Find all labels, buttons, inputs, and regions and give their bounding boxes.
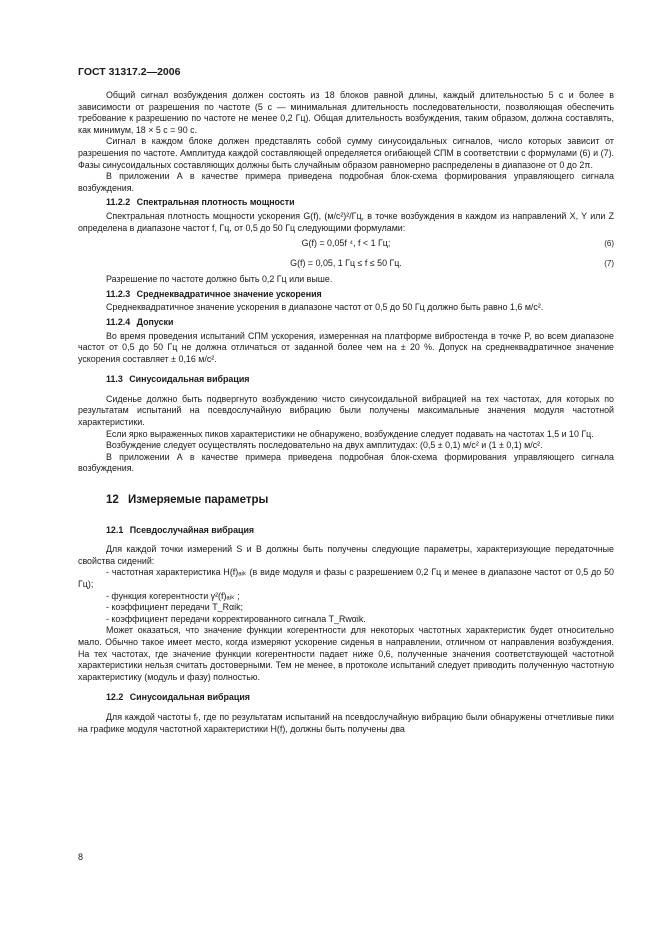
paragraph: В приложении А в качестве примера приведена подробная блок-схема формирования управляющего сигнала возбуждения. — [78, 451, 614, 474]
paragraph: Для каждой частоты fᵣ, где по результатам испытаний на псевдослучайную вибрацию были обнаружены отчетливые пики на графике модуля частотной характеристики H(f), должны быть получены два — [78, 711, 614, 734]
subsection-heading-12-2 — [78, 692, 614, 704]
list-item: - коэффициент передачи T_Rαik; — [106, 602, 243, 613]
formula-6 — [78, 234, 614, 254]
subsection-number: 12.1 — [106, 524, 124, 535]
formula-number: (7) — [604, 259, 614, 269]
section-number: 12 — [106, 494, 119, 507]
list-item: - функция когерентности γ²(f)ₐᵢₖ ; — [106, 590, 240, 601]
subsection-heading-12-1 — [78, 525, 614, 537]
paragraph: Может оказаться, что значение функции когерентности для некоторых частотных характеристик будет относительно мало. Обычно такое имеет место, когда измеряют ускорение сиденья в направлении, отличном от направления возбуждения. На тех частотах, где значение функции когерентности падает ниже 0,6, полученные значения соответствующей частотной характеристики нельзя считать достоверными. Тем не менее, в протоколе испытаний следует приводить полученную частотную характеристику (модуль и фазу) полностью. — [78, 625, 614, 682]
document-body — [78, 90, 614, 735]
formula-number: (6) — [604, 239, 614, 249]
subsection-title: Среднеквадратичное значение ускорения — [136, 288, 322, 299]
formula-expression: G(f) = 0,05, 1 Гц ≤ f ≤ 50 Гц. — [290, 258, 402, 269]
subsection-title: Синусоидальная вибрация — [129, 374, 250, 385]
formula-expression: G(f) = 0,05f ⁴, f < 1 Гц; — [301, 238, 391, 249]
subsection-heading-11-3 — [78, 374, 614, 386]
subsection-heading-11-2-3 — [78, 289, 614, 301]
subsection-title: Синусоидальная вибрация — [129, 692, 250, 703]
subsection-number: 11.2.4 — [106, 316, 131, 327]
list-item: - частотная характеристика H(f)ₐᵢₖ (в виде модуля и фазы с разрешением 0,2 Гц и менее в диапазоне частот от 0,5 до 50 Гц); — [78, 567, 614, 589]
formula-7 — [78, 254, 614, 274]
subsection-number: 11.2.2 — [106, 197, 131, 208]
list-item: - коэффициент передачи корректированного сигнала T_Rwαik. — [106, 613, 366, 624]
subsection-number: 11.3 — [106, 374, 123, 385]
paragraph: Общий сигнал возбуждения должен состоять из 18 блоков равной длины, каждый длительностью 5 с и более в зависимости от разрешения по частоте (5 с — минимальная длительность последовательности, позволяющая обеспечить требование к разрешению по частоте не менее 0,2 Гц). Общая длительность возбуждения, таким образом, должна составлять, как минимум, 18 × 5 с = 90 с. — [78, 90, 614, 135]
paragraph: Сиденье должно быть подвергнуто возбуждению чисто синусоидальной вибрацией на тех частотах, для которых по результатам испытаний на псевдослучайную вибрацию были получены максимальные значения модуля частотной характеристики. — [78, 393, 614, 428]
subsection-title: Допуски — [136, 316, 174, 327]
section-title: Измеряемые параметры — [128, 494, 269, 507]
paragraph: Среднеквадратичное значение ускорения в диапазоне частот от 0,5 до 50 Гц должно быть равно 1,6 м/с². — [106, 302, 544, 313]
paragraph: Для каждой точки измерений S и B должны быть получены следующие параметры, характеризующие передаточные свойства сидений: — [78, 544, 614, 566]
subsection-number: 11.2.3 — [106, 288, 131, 299]
paragraph: Во время проведения испытаний СПМ ускорения, измеренная на платформе вибростенда в точке P, во всем диапазоне частот от 0,5 до 50 Гц не должна отличаться от заданной более чем на ± 20 %. Допуск на среднеквадратичное значение ускорения составляет ± 0,16 м/с². — [78, 330, 614, 364]
subsection-title: Псевдослучайная вибрация — [129, 524, 255, 535]
paragraph: Спектральная плотность мощности ускорения G(f), (м/с²)²/Гц, в точке возбуждения в каждом из направлений X, Y или Z определена в диапазоне частот f, Гц, от 0,5 до 50 Гц следующими формулами: — [78, 210, 614, 233]
subsection-title: Спектральная плотность мощности — [136, 197, 295, 208]
paragraph: В приложении А в качестве примера приведена подробная блок-схема формирования управляющего сигнала возбуждения. — [78, 171, 614, 193]
paragraph: Разрешение по частоте должно быть 0,2 Гц или выше. — [106, 274, 333, 285]
document-header: ГОСТ 31317.2—2006 — [78, 66, 181, 78]
subsection-number: 12.2 — [106, 692, 124, 703]
section-heading-12 — [78, 495, 614, 507]
subsection-heading-11-2-2 — [78, 197, 614, 209]
paragraph: Если ярко выраженных пиков характеристики не обнаружено, возбуждение следует подавать на частотах 1,5 и 10 Гц. — [106, 428, 594, 439]
paragraph: Сигнал в каждом блоке должен представлять собой сумму синусоидальных сигналов, число которых зависит от разрешения по частоте. Амплитуда каждой составляющей определяется огибающей СПМ в соответствии с формулами (6) и (7). Фазы синусоидальных составляющих должны быть случайным образом равномерно распределены в диапазоне от 0 до 2π. — [78, 136, 614, 170]
paragraph: Возбуждение следует осуществлять последовательно на двух амплитудах: (0,5 ± 0,1) м/с² и (1 ± 0,1) м/с². — [106, 440, 543, 451]
subsection-heading-11-2-4 — [78, 317, 614, 329]
page-number: 8 — [78, 852, 84, 862]
